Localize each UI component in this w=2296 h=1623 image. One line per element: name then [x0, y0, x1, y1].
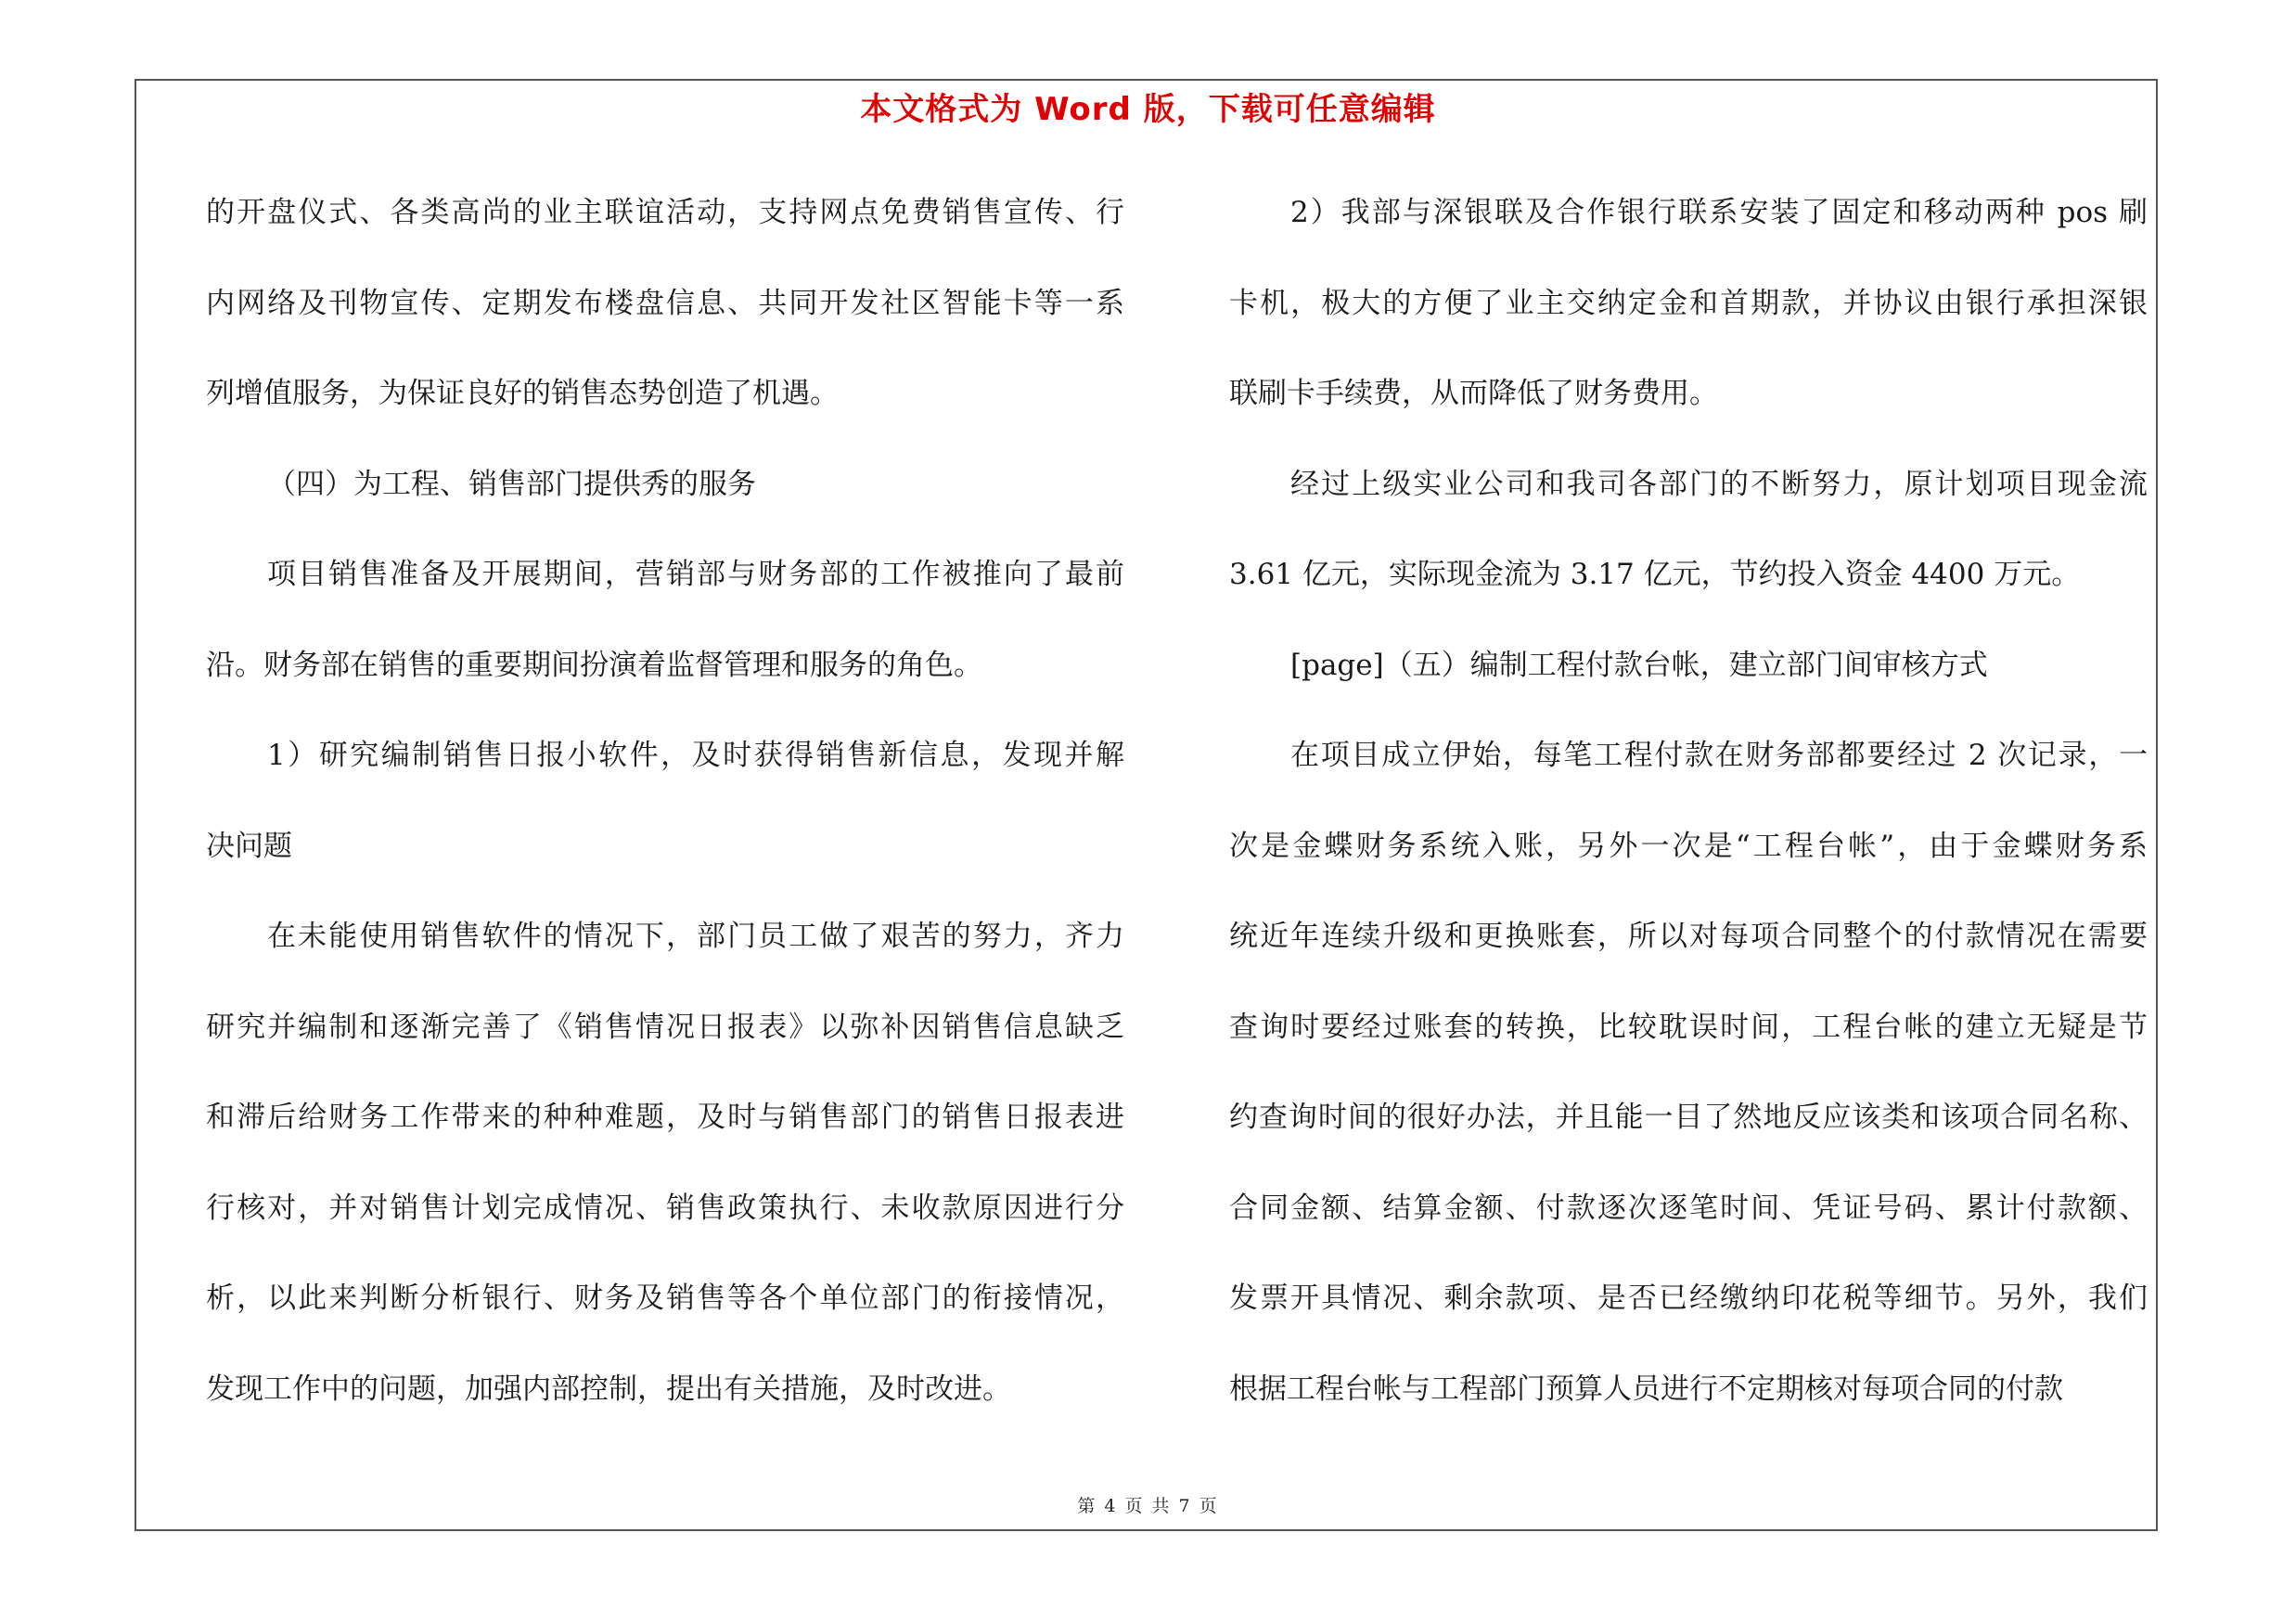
paragraph-line: 析，以此来判断分析银行、财务及销售等各个单位部门的衔接情况，: [206, 1282, 1124, 1315]
paragraph-line: 内网络及刊物宣传、定期发布楼盘信息、共同开发社区智能卡等一系: [206, 286, 1124, 320]
paragraph-line: 合同金额、结算金额、付款逐次逐笔时间、凭证号码、累计付款额、: [1229, 1191, 2148, 1225]
paragraph-line: 卡机，极大的方便了业主交纳定金和首期款，并协议由银行承担深银: [1229, 286, 2148, 320]
paragraph-line: 约查询时间的很好办法，并且能一目了然地反应该类和该项合同名称、: [1229, 1101, 2148, 1134]
paragraph-line: 在项目成立伊始，每笔工程付款在财务部都要经过 2 次记录，一: [1290, 739, 2148, 772]
paragraph-line: 根据工程台帐与工程部门预算人员进行不定期核对每项合同的付款: [1229, 1372, 2063, 1406]
section-heading: [page]（五）编制工程付款台帐，建立部门间审核方式: [1290, 648, 1988, 682]
right-text-column: [1229, 182, 2148, 1449]
paragraph-line: 联刷卡手续费，从而降低了财务费用。: [1229, 377, 1718, 410]
paragraph-line: 项目销售准备及开展期间，营销部与财务部的工作被推向了最前: [267, 558, 1124, 591]
paragraph-line: 列增值服务，为保证良好的销售态势创造了机遇。: [206, 377, 839, 410]
page-number-footer: 第 4 页 共 7 页: [1077, 1496, 1219, 1516]
paragraph-line: 行核对，并对销售计划完成情况、销售政策执行、未收款原因进行分: [206, 1191, 1124, 1225]
subsection-heading: 决问题: [206, 829, 292, 863]
subsection-heading: 1）研究编制销售日报小软件，及时获得销售新信息，发现并解: [267, 739, 1124, 772]
left-text-column: [206, 182, 1124, 1449]
paragraph-line: 3.61 亿元，实际现金流为 3.17 亿元，节约投入资金 4400 万元。: [1229, 558, 2081, 591]
section-heading: （四）为工程、销售部门提供秀的服务: [267, 467, 756, 501]
paragraph-line: 发现工作中的问题，加强内部控制，提出有关措施，及时改进。: [206, 1372, 1011, 1406]
paragraph-line: 的开盘仪式、各类高尚的业主联谊活动，支持网点免费销售宣传、行: [206, 196, 1124, 229]
paragraph-line: 在未能使用销售软件的情况下，部门员工做了艰苦的努力，齐力: [267, 920, 1124, 953]
paragraph-line: 发票开具情况、剩余款项、是否已经缴纳印花税等细节。另外，我们: [1229, 1282, 2148, 1315]
format-notice-banner: 本文格式为 Word 版，下载可任意编辑: [860, 91, 1436, 128]
paragraph-line: 统近年连续升级和更换账套，所以对每项合同整个的付款情况在需要: [1229, 920, 2148, 953]
paragraph-line: 查询时要经过账套的转换，比较耽误时间，工程台帐的建立无疑是节: [1229, 1010, 2148, 1044]
paragraph-line: 次是金蝶财务系统入账，另外一次是“工程台帐”，由于金蝶财务系: [1229, 829, 2148, 863]
paragraph-line: 研究并编制和逐渐完善了《销售情况日报表》以弥补因销售信息缺乏: [206, 1010, 1124, 1044]
paragraph-line: 沿。财务部在销售的重要期间扮演着监督管理和服务的角色。: [206, 648, 982, 682]
paragraph-line: 和滞后给财务工作带来的种种难题，及时与销售部门的销售日报表进: [206, 1101, 1124, 1134]
paragraph-line: 2）我部与深银联及合作银行联系安装了固定和移动两种 pos 刷: [1290, 196, 2148, 229]
paragraph-line: 经过上级实业公司和我司各部门的不断努力，原计划项目现金流: [1290, 467, 2148, 501]
